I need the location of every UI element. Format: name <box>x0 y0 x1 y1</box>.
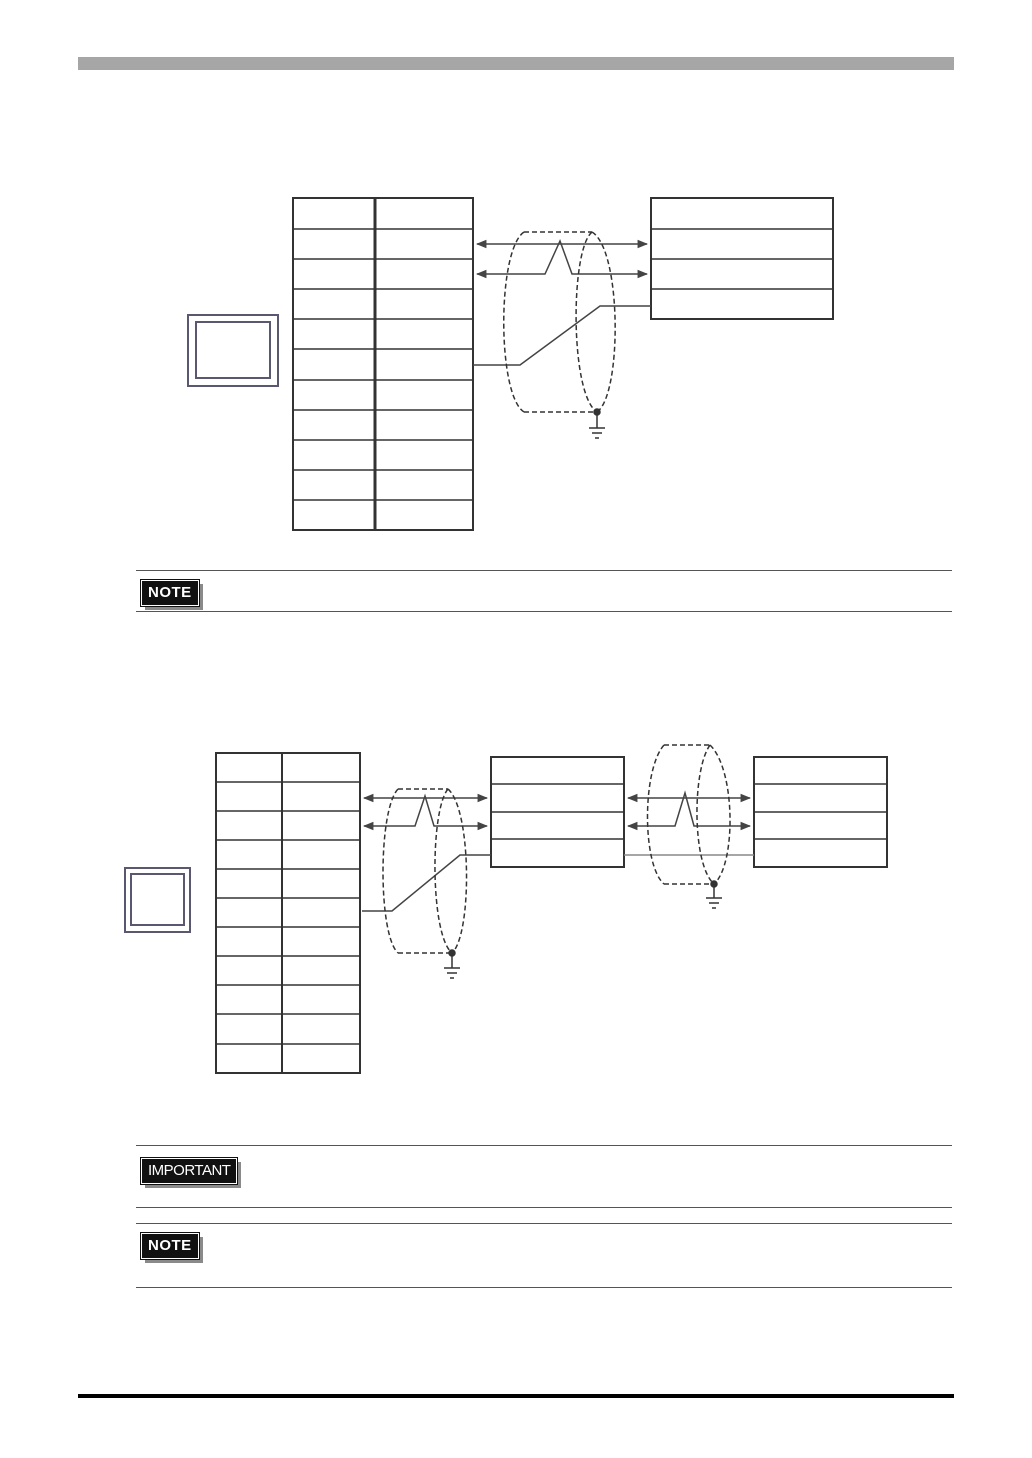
ground-symbol-1 <box>444 950 460 978</box>
display-unit-icon <box>188 315 278 386</box>
connector-pin-table <box>216 753 360 1073</box>
wiring-diagram-1 <box>0 0 1032 560</box>
signal-lines <box>362 793 754 911</box>
note-2-badge: NOTE <box>141 1233 199 1259</box>
note-1-badge: NOTE <box>141 580 199 606</box>
note-2-top-rule <box>136 1223 952 1224</box>
ground-symbol-2 <box>706 881 722 908</box>
note-2-bottom-rule <box>136 1287 952 1288</box>
connector-pin-table <box>293 198 473 530</box>
device-2-terminal-table <box>754 757 887 867</box>
note-1-top-rule <box>136 570 952 571</box>
display-unit-icon <box>125 868 190 932</box>
cable-shield-2 <box>648 745 731 884</box>
signal-lines <box>473 241 651 365</box>
important-top-rule <box>136 1145 952 1146</box>
device-1-terminal-table <box>491 757 624 867</box>
page-footer-line <box>78 1394 954 1398</box>
cable-shield <box>504 232 615 412</box>
important-bottom-rule <box>136 1207 952 1208</box>
wiring-diagram-2 <box>0 720 1032 1080</box>
ground-symbol <box>589 409 605 438</box>
device-terminal-table <box>651 198 833 319</box>
important-badge: IMPORTANT <box>141 1158 237 1184</box>
note-1-bottom-rule <box>136 611 952 612</box>
cable-shield-1 <box>383 789 467 953</box>
